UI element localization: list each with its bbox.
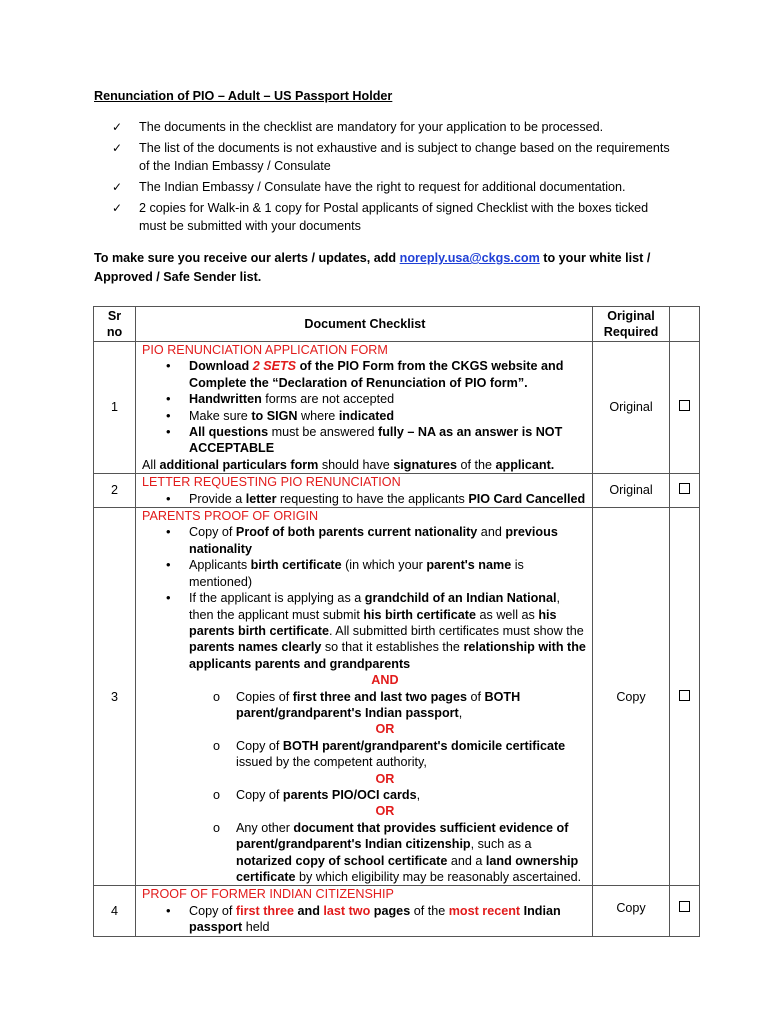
required-type: Original: [592, 474, 669, 508]
safe-sender-notice: To make sure you receive our alerts / updates, add noreply.usa@ckgs.com to your white list / Approved / Safe Sender list.: [94, 251, 651, 284]
list-item: • Handwritten forms are not accepted: [142, 391, 588, 407]
checkbox[interactable]: [679, 690, 690, 701]
table-header-row: [94, 307, 700, 342]
and-separator: AND: [371, 673, 399, 688]
row-content: [136, 886, 593, 936]
checkmark-icon: ✓: [112, 200, 123, 215]
section-heading: PIO RENUNCIATION APPLICATION FORM: [142, 343, 388, 357]
section-heading: PROOF OF FORMER INDIAN CITIZENSHIP: [142, 887, 394, 902]
row-content: [136, 342, 593, 474]
row-number: 3: [94, 508, 136, 886]
table-row: [94, 474, 700, 508]
note-item: ✓ The Indian Embassy / Consulate have the right to request for additional documentation.: [112, 178, 672, 197]
row-number: 2: [94, 474, 136, 508]
checkbox[interactable]: [679, 400, 690, 411]
note-item: ✓ 2 copies for Walk-in & 1 copy for Postal applicants of signed Checklist with the boxes ticked must be submitted with your documents: [112, 200, 649, 234]
note-item: ✓ The list of the documents is not exhaustive and is subject to change based on the requirements of the Indian Embassy / Consulate: [112, 140, 670, 174]
list-item: o Any other document that provides sufficient evidence of parent/grandparent's Indian citizenship, such as a notarized copy of school certificate and a land ownership certificate by which eligibility may be reasonably ascertained.: [142, 820, 588, 886]
required-type: Copy: [592, 508, 669, 886]
section-heading: PARENTS PROOF OF ORIGIN: [142, 509, 319, 524]
list-item: o Copies of first three and last two pages of BOTH parent/grandparent's Indian passport,: [142, 689, 588, 722]
row-number: 1: [94, 342, 136, 474]
list-item: o Copy of BOTH parent/grandparent's domicile certificate issued by the competent authority,: [142, 738, 588, 771]
or-separator: OR: [375, 722, 395, 737]
list-item: • Download 2 SETS of the PIO Form from the CKGS website and Complete the “Declaration of Renunciation of PIO form”.: [142, 358, 588, 391]
list-item: o Copy of parents PIO/OCI cards,: [142, 787, 588, 803]
checkbox[interactable]: [679, 901, 690, 912]
table-row: [94, 886, 700, 936]
list-item: • Copy of first three and last two pages of the most recent Indian passport held: [142, 903, 588, 936]
list-item: • Make sure to SIGN where indicated: [142, 408, 588, 424]
header-sr-no: Sr no: [94, 307, 136, 342]
row-footer-note: All additional particulars form should have signatures of the applicant.: [142, 457, 555, 472]
or-separator: OR: [375, 771, 395, 786]
document-checklist-table: [93, 306, 700, 937]
list-item: • Applicants birth certificate (in which your parent's name is mentioned): [142, 557, 588, 590]
checklist-notes: [112, 118, 672, 238]
list-item: • If the applicant is applying as a grandchild of an Indian National, then the applicant must submit his birth certificate as well as his parents birth certificate. All submitted birth certificates must show the parents names clearly so that it establishes the relationship with the applicants parents and grandparents: [142, 590, 588, 672]
checkmark-icon: ✓: [112, 180, 123, 195]
row-content: [136, 508, 593, 886]
table-row: [94, 508, 700, 886]
row-number: 4: [94, 886, 136, 936]
checkbox[interactable]: [679, 483, 690, 494]
table-row: [94, 342, 700, 474]
email-link[interactable]: noreply.usa@ckgs.com: [399, 251, 540, 265]
list-item: • Provide a letter requesting to have the applicants PIO Card Cancelled: [142, 491, 588, 507]
header-document-checklist: Document Checklist: [136, 307, 593, 342]
row-content: [136, 474, 593, 508]
section-heading: LETTER REQUESTING PIO RENUNCIATION: [142, 475, 401, 490]
or-separator: OR: [375, 804, 395, 819]
list-item: • Copy of Proof of both parents current nationality and previous nationality: [142, 524, 588, 557]
page-title: Renunciation of PIO – Adult – US Passport Holder: [94, 89, 393, 103]
required-type: Copy: [592, 886, 669, 936]
header-checkbox: [670, 307, 700, 342]
checkmark-icon: ✓: [112, 140, 123, 155]
header-original-required: Original Required: [592, 307, 669, 342]
note-item: ✓ The documents in the checklist are mandatory for your application to be processed.: [112, 118, 672, 137]
checkmark-icon: ✓: [112, 120, 123, 134]
list-item: • All questions must be answered fully – NA as an answer is NOT ACCEPTABLE: [142, 424, 588, 457]
required-type: Original: [592, 342, 669, 474]
